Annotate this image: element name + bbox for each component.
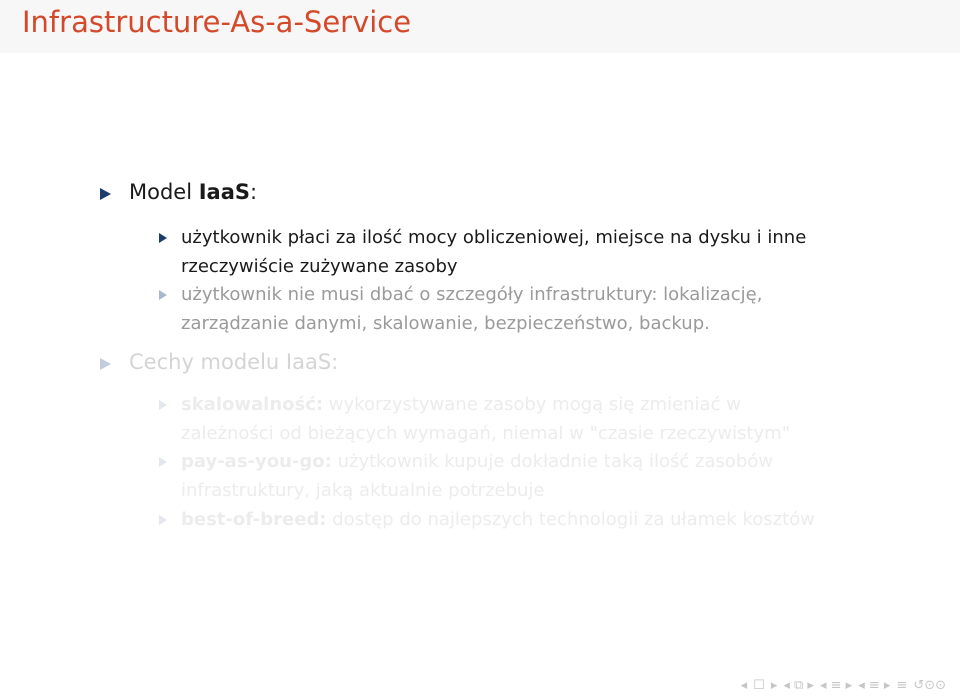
list-item: użytkownik nie musi dbać o szczegóły infrastruktury: lokalizację, zarządzanie danymi, skalowanie, bezpieczeństwo, backup. (181, 284, 763, 334)
nav-left-arrow-icon[interactable]: ◂ (740, 677, 748, 693)
sub-bullet-icon (159, 515, 167, 525)
list-item: pay-as-you-go: użytkownik kupuje dokładnie taką ilość zasobów infrastruktury, jaką aktualnie potrzebuje (181, 451, 774, 501)
nav-align-icon[interactable]: ◂ ≡ ▸ (858, 677, 891, 693)
sub-bullet-icon (159, 233, 167, 243)
nav-subsection-icon[interactable]: ◂ ⧉ ▸ (783, 677, 814, 693)
sub-bullet-icon (159, 457, 167, 467)
nav-right-arrow-icon[interactable]: ▸ (770, 677, 778, 693)
list-item: skalowalność: wykorzystywane zasoby mogą się zmieniać w zależności od bieżących wymagań, niemal w "czasie rzeczywistym" (181, 394, 790, 444)
slide-title: Infrastructure-As-a-Service (22, 5, 412, 39)
bullet-icon (100, 188, 111, 200)
nav-frame-icon[interactable]: ☐ (753, 677, 765, 693)
nav-more-icon[interactable]: ≡ (896, 677, 908, 693)
nav-section-icon[interactable]: ◂ ≡ ▸ (819, 677, 853, 693)
sub-bullet-icon (159, 400, 167, 410)
nav-search-icon[interactable]: ↺⊙⊙ (913, 677, 946, 693)
list-item: best-of-breed: dostęp do najlepszych technologii za ułamek kosztów (181, 509, 815, 530)
sub-bullet-icon (159, 290, 167, 300)
navigation-bar (741, 676, 946, 694)
list-item: użytkownik płaci za ilość mocy obliczeniowej, miejsce na dysku i inne rzeczywiście zużywane zasoby (181, 227, 807, 277)
section-label-cechy: Cechy modelu IaaS: (129, 350, 339, 374)
section-label-model-iaas: Model IaaS: (129, 180, 258, 204)
bullet-icon (100, 358, 111, 370)
